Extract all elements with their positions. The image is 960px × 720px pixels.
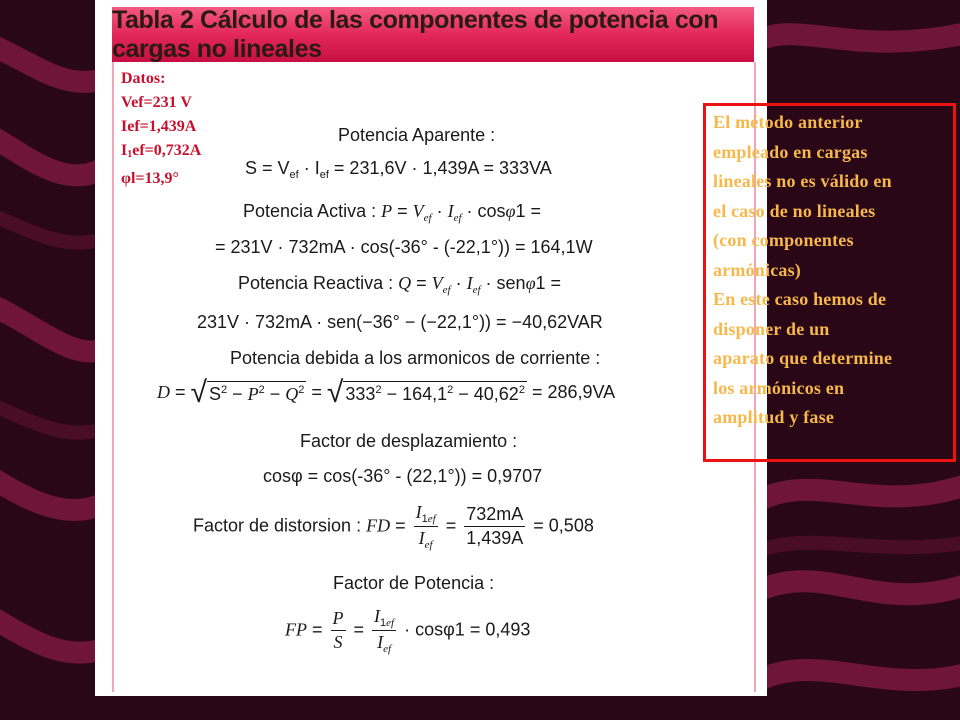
datos-ief: Ief=1,439A — [121, 118, 197, 135]
armonicos-title: Potencia debida a los armonicos de corriente : — [230, 348, 601, 368]
datos-i1ef: $I_1ef=0,732A$ — [121, 142, 202, 160]
note-line: En este caso hemos de — [713, 289, 887, 309]
desplazamiento-formula: cosφ = cos(-36° - (22,1°)) = 0,9707 — [263, 466, 543, 486]
note-line: aparato que determine — [713, 348, 893, 368]
potencia-aparente-formula: $S = V_{ef} \cdot I_{ef} = 231,6V \cdot 1,439A = 333VA$ — [245, 158, 552, 181]
datos-vef: Vef=231 V — [121, 94, 192, 111]
note-line: empleado en cargas — [713, 141, 868, 162]
potencia-reactiva-result: 231V · 732mA · sen(−36° − (−22,1°)) = −40,62VAR — [197, 312, 603, 332]
distorsion-power-formula: D = √ $S^2 - P^2 - Q^2$ = √ $333^2 - 164,1^2 - 40,62^2 = 286,9VA$ — [157, 376, 616, 409]
potencia-activa-formula: Potencia Activa : $P = V_{ef} \cdot I_{ef} \cdot \cos\varphi 1$ = — [243, 201, 542, 224]
potencia-activa-result: = 231V · 732mA · cos(-36° - (-22,1°)) = 164,1W — [215, 237, 593, 257]
distorsion-formula: Factor de distorsion : FD = $\frac{I_{1ef}}{I_{ef}}$ = $\frac{732mA}{1,439A}$ = 0,508 — [193, 502, 594, 551]
note-line: disponer de un — [713, 318, 830, 339]
table-title: Tabla 2 Cálculo de las componentes de potencia con cargas no lineales — [112, 5, 719, 63]
note-line: amplitud y fase — [713, 407, 835, 427]
desplazamiento-title: Factor de desplazamiento : — [300, 431, 518, 451]
potencia-aparente-title: Potencia Aparente : — [338, 125, 496, 145]
datos-heading: Datos: — [121, 70, 166, 87]
note-line: armónicas) — [713, 259, 801, 280]
note-line: el caso de no lineales — [713, 200, 876, 221]
datos-block — [121, 67, 201, 191]
note-line: lineales no es válido en — [713, 171, 892, 191]
table-title-banner — [112, 7, 754, 62]
datos-phi: φl=13,9° — [121, 170, 179, 187]
note-text — [713, 108, 958, 433]
factor-potencia-formula: FP = $\frac{P}{S}$ = $\frac{I_{1ef}}{I_{ef}}$ · cosφ1 = 0,493 — [285, 606, 531, 655]
table-frame — [112, 62, 756, 692]
factor-potencia-title: Factor de Potencia : — [333, 573, 495, 593]
table-slide — [95, 0, 767, 696]
note-line: los armónicos en — [713, 377, 845, 398]
potencia-reactiva-formula: Potencia Reactiva : $Q = V_{ef} \cdot I_{ef} \cdot sen\varphi 1$ = — [238, 273, 562, 296]
note-line: (con componentes — [713, 230, 854, 250]
note-line: El método anterior — [713, 112, 863, 132]
